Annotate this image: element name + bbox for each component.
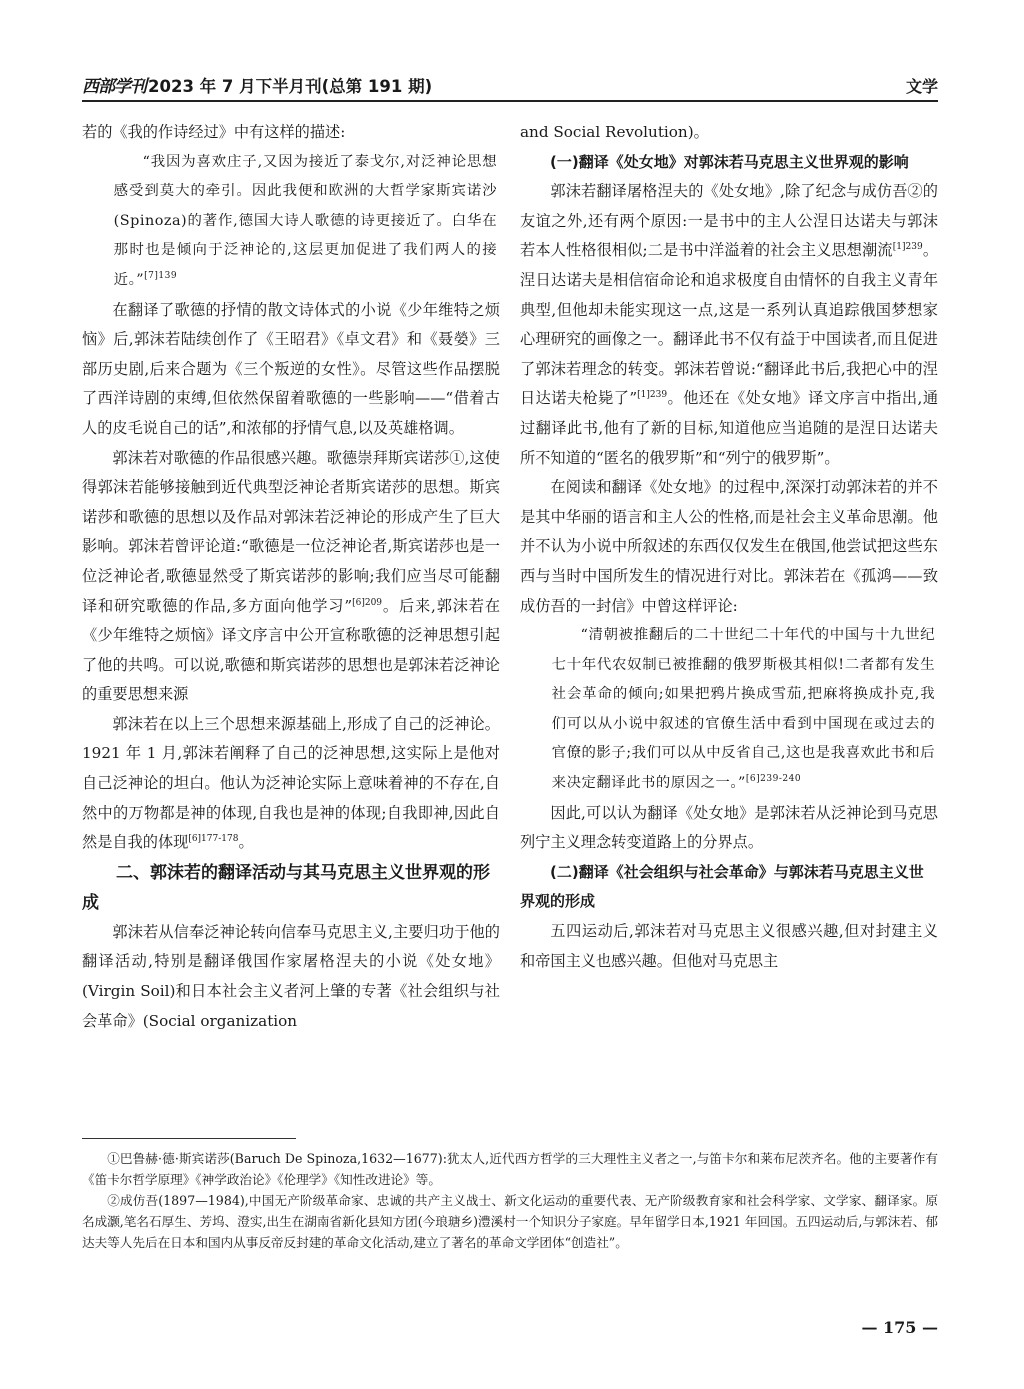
paragraph-text: 若的《我的作诗经过》中有这样的描述: [82, 123, 346, 141]
paragraph [520, 799, 938, 858]
paragraph-text: “清朝被推翻后的二十世纪二十年代的中国与十九世纪七十年代农奴制已被推翻的俄罗斯极其相似!二者都有发生社会革命的倾向;如果把鸦片换成雪茄,把麻将换成扑克,我们可以从小说中叙述的官僚生活中看到中国现在或过去的官僚的影子;我们可以从中反省自己,这也是我喜欢此书和后来决定翻译此书的原因之一。” [551, 627, 936, 792]
section-label: 文学 [905, 77, 938, 96]
citation: [1]239 [892, 242, 923, 253]
paragraph [520, 177, 938, 473]
footnotes [82, 1148, 938, 1253]
paragraph-text: 郭沫若从信奉泛神论转向信奉马克思主义,主要归功于他的翻译活动,特别是翻译俄国作家屠格涅夫的小说《处女地》(Virgin Soil)和日本社会主义者河上肇的专著《社会组织与社会革命》(Social organization [82, 922, 500, 1030]
paragraph [82, 444, 500, 710]
paragraph [82, 918, 500, 1036]
paragraph [520, 917, 938, 976]
paragraph-text: 。他还在《处女地》译文序言中指出,通过翻译此书,他有了新的目标,知道他应当追随的是涅日达诺夫所不知道的“匿名的俄罗斯”和“列宁的俄罗斯”。 [520, 389, 939, 467]
running-header [82, 70, 938, 102]
section-heading: 二、郭沫若的翻译活动与其马克思主义世界观的形成 [82, 862, 490, 913]
paragraph [520, 473, 938, 621]
paragraph-text: and Social Revolution)。 [520, 123, 709, 141]
block-quote [82, 148, 500, 296]
right-column [520, 118, 938, 976]
paragraph-text: 五四运动后,郭沫若对马克思主义很感兴趣,但对封建主义和帝国主义也感兴趣。但他对马克思主 [520, 922, 938, 970]
paragraph [82, 710, 500, 858]
section-heading: (二)翻译《社会组织与社会革命》与郭沫若马克思主义世界观的形成 [520, 862, 924, 911]
paragraph-text: 。 [238, 833, 254, 852]
issue-info: 2023 年 7 月下半月刊(总第 191 期) [148, 77, 433, 96]
citation: [6]239-240 [745, 774, 802, 785]
header-journal [82, 72, 432, 97]
block-quote [520, 621, 938, 799]
citation: [6]177-178 [188, 834, 239, 845]
section-heading: (一)翻译《处女地》对郭沫若马克思主义世界观的影响 [550, 152, 909, 171]
citation: [6]209 [352, 597, 383, 608]
page-number: — 175 — [861, 1318, 938, 1337]
citation: [1]239 [637, 390, 668, 401]
paragraph-text: 郭沫若在以上三个思想来源基础上,形成了自己的泛神论。1921 年 1 月,郭沫若阐释了自己的泛神思想,这实际上是他对自己泛神论的坦白。他认为泛神论实际上意味着神的不存在,自然中的万物都是神的体现,自我也是神的体现;自我即神,因此自然是自我的体现 [82, 714, 500, 852]
footnote: ②成仿吾(1897—1984),中国无产阶级革命家、忠诚的共产主义战士、新文化运动的重要代表、无产阶级教育家和社会科学家、文学家、翻译家。原名成灏,笔名石厚生、芳坞、澄实,出生在湖南省新化县知方团(今琅瑭乡)澧溪村一个知识分子家庭。早年留学日本,1921 年回国。五四运动后,与郭沫若、郁达夫等人先后在日本和国内从事反帝反封建的革命文化活动,建立了著名的革命文学团体“创造社”。 [82, 1193, 938, 1250]
paragraph [82, 118, 500, 148]
paragraph [82, 296, 500, 444]
left-column [82, 118, 500, 1036]
journal-logo: 西部学刊 [82, 77, 146, 97]
paragraph-text: 。涅日达诺夫是相信宿命论和追求极度自由情怀的自我主义青年典型,但他却未能实现这一点,这是一系列认真追踪俄国梦想家心理研究的画像之一。翻译此书不仅有益于中国读者,而且促进了郭沫若理念的转变。郭沫若曾说:“翻译此书后,我把心中的涅日达诺夫枪毙了” [520, 241, 938, 408]
paragraph-text: “我因为喜欢庄子,又因为接近了泰戈尔,对泛神论思想感受到莫大的牵引。因此我便和欧洲的大哲学家斯宾诺沙(Spinoza)的著作,德国大诗人歌德的诗更接近了。白华在那时也是倾向于泛神论的,这层更加促进了我们两人的接近。” [113, 153, 498, 288]
paragraph-text: 。后来,郭沫若在《少年维特之烦恼》译文序言中公开宣称歌德的泛神思想引起了他的共鸣。可以说,歌德和斯宾诺莎的思想也是郭沫若泛神论的重要思想来源 [82, 596, 501, 704]
footnote-rule [82, 1138, 296, 1139]
paragraph [520, 118, 938, 148]
paragraph-text: 在阅读和翻译《处女地》的过程中,深深打动郭沫若的并不是其中华丽的语言和主人公的性格,而是社会主义革命思潮。他并不认为小说中所叙述的东西仅仅发生在俄国,他尝试把这些东西与当时中国所发生的情况进行对比。郭沫若在《孤鸿——致成仿吾的一封信》中曾这样评论: [520, 478, 938, 615]
paragraph-text: 郭沫若对歌德的作品很感兴趣。歌德崇拜斯宾诺莎①,这使得郭沫若能够接触到近代典型泛神论者斯宾诺莎的思想。斯宾诺莎和歌德的思想以及作品对郭沫若泛神论的形成产生了巨大影响。郭沫若曾评论道:“歌德是一位泛神论者,斯宾诺莎也是一位泛神论者,歌德显然受了斯宾诺莎的影响;我们应当尽可能翻译和研究歌德的作品,多方面向他学习” [82, 448, 500, 615]
paragraph-text: 在翻译了歌德的抒情的散文诗体式的小说《少年维特之烦恼》后,郭沫若陆续创作了《王昭君》《卓文君》和《聂嫈》三部历史剧,后来合题为《三个叛逆的女性》。尽管这些作品摆脱了西洋诗剧的束缚,但依然保留着歌德的一些影响——“借着古人的皮毛说自己的话”,和浓郁的抒情气息,以及英雄格调。 [82, 300, 500, 437]
citation: [7]139 [144, 271, 178, 282]
paragraph-text: 因此,可以认为翻译《处女地》是郭沫若从泛神论到马克思列宁主义理念转变道路上的分界点。 [520, 803, 938, 852]
footnote: ①巴鲁赫·德·斯宾诺莎(Baruch De Spinoza,1632—1677):犹太人,近代西方哲学的三大理性主义者之一,与笛卡尔和莱布尼茨齐名。他的主要著作有《笛卡尔哲学原理》《神学政治论》《伦理学》《知性改进论》等。 [82, 1151, 938, 1187]
paragraph-text: 郭沫若翻译屠格涅夫的《处女地》,除了纪念与成仿吾②的友谊之外,还有两个原因:一是书中的主人公涅日达诺夫与郭沫若本人性格很相似;二是书中洋溢着的社会主义思想潮流 [520, 182, 938, 260]
